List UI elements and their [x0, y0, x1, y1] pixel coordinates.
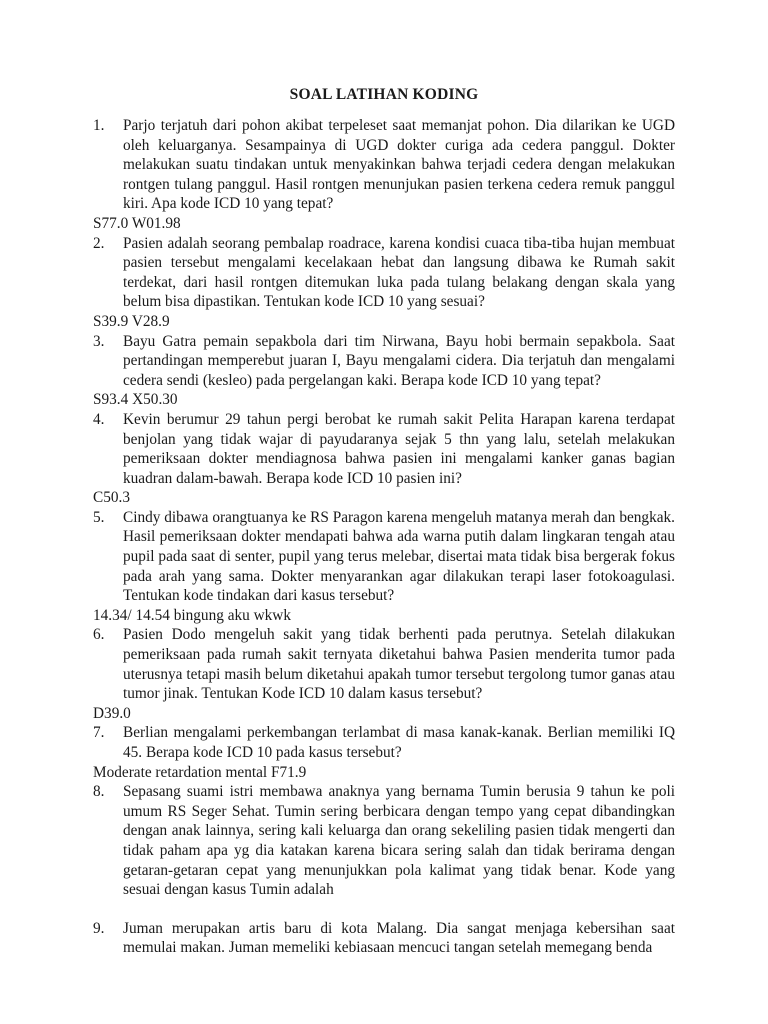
question-number: 8. [93, 783, 105, 801]
question-item-2 [93, 234, 675, 312]
blank-line [93, 900, 675, 919]
question-number: 1. [93, 117, 105, 134]
question-text: Bayu Gatra pemain sepakbola dari tim Nirwana, Bayu hobi bermain sepakbola. Saat pertandingan memperebut juaran I, Bayu mengalami cidera. Dia terjatuh dan mengalami cedera sendi (kesleo) pada pergelangan kaki. Berapa kode ICD 10 yang tepat? [123, 332, 675, 389]
answer-text: S77.0 W01.98 [93, 214, 181, 232]
question-text: Pasien Dodo mengeluh sakit yang tidak berhenti pada perutnya. Setelah dilakukan pemeriksaan pada rumah sakit ternyata diketahui bahwa Pasien menderita tumor pada uterusnya tetapi masih belum diketahui apakah tumor tersebut tergolong tumor ganas atau tumor jinak. Tentukan Kode ICD 10 dalam kasus tersebut? [123, 626, 675, 703]
question-item-7 [93, 723, 675, 762]
answer-text: 14.34/ 14.54 bingung aku wkwk [93, 606, 292, 624]
question-item-5 [93, 508, 675, 606]
question-number: 2. [93, 234, 105, 252]
question-number: 5. [93, 508, 105, 526]
answer-text: S93.4 X50.30 [93, 391, 178, 409]
question-list [93, 116, 675, 958]
question-number: 7. [93, 724, 105, 742]
question-number: 4. [93, 410, 105, 428]
question-item-9 [93, 919, 675, 958]
question-number: 6. [93, 626, 105, 644]
question-number: 3. [93, 332, 105, 350]
question-item-4 [93, 410, 675, 488]
answer-text: S39.9 V28.9 [93, 312, 170, 330]
question-text: Parjo terjatuh dari pohon akibat terpeleset saat memanjat pohon. Dia dilarikan ke UGD oleh keluarganya. Sesampainya di UGD dokter curiga ada cedera panggul. Dokter melakukan suatu tindakan untuk menyakinkan bahwa terjadi cedera dengan melakukan rontgen tulang panggul. Hasil rontgen menunjukan pasien terkena cedera remuk panggul kiri. Apa kode ICD 10 yang tepat? [123, 117, 675, 213]
document-title: SOAL LATIHAN KODING [289, 86, 479, 103]
answer-text: Moderate retardation mental F71.9 [93, 763, 307, 781]
question-number: 9. [93, 919, 105, 937]
question-text: Kevin berumur 29 tahun pergi berobat ke rumah sakit Pelita Harapan karena terdapat benjolan yang tidak wajar di payudaranya sejak 5 thn yang lalu, setelah melakukan pemeriksaan dokter mendiagnosa bahwa pasien ini mengalami kanker ganas bagian kuadran dalam-bawah. Berapa kode ICD 10 pasien ini? [123, 410, 675, 487]
question-text: Berlian mengalami perkembangan terlambat di masa kanak-kanak. Berlian memiliki IQ 45. Berapa kode ICD 10 pada kasus tersebut? [123, 724, 675, 761]
question-text: Cindy dibawa orangtuanya ke RS Paragon karena mengeluh matanya merah dan bengkak. Hasil pemeriksaan dokter mendapati bahwa ada warna putih dalam lingkaran tengah atau pupil pada saat di senter, pupil yang terus melebar, disertai mata tidak bisa bergerak fokus pada arah yang sama. Dokter menyarankan agar dilakukan terapi laser fotokoagulasi. Tentukan kode tindakan dari kasus tersebut? [123, 508, 675, 605]
question-item-3 [93, 332, 675, 391]
answer-text: D39.0 [93, 704, 131, 722]
question-text: Sepasang suami istri membawa anaknya yang bernama Tumin berusia 9 tahun ke poli umum RS Seger Sehat. Tumin sering berbicara dengan tempo yang cepat dibandingkan dengan anak lainnya, sering kali keluarga dan orang sekeliling pasien tidak mengerti dan tidak paham apa yg dia katakan karena bicara sering salah dan tidak berirama dengan getaran-getaran cepat yang menunjukkan pola kalimat yang tidak benar. Kode yang sesuai dengan kasus Tumin adalah [123, 783, 675, 899]
question-item-6 [93, 625, 675, 703]
answer-text: C50.3 [93, 489, 130, 507]
question-item-8 [93, 782, 675, 900]
question-text: Pasien adalah seorang pembalap roadrace, karena kondisi cuaca tiba-tiba hujan membuat pasien tersebut mengalami kecelakaan hebat dan langsung dibawa ke Rumah sakit terdekat, dari hasil rontgen ditemukan luka pada tulang belakang dengan skala yang belum bisa dipastikan. Tentukan kode ICD 10 yang sesuai? [123, 234, 675, 311]
question-text: Juman merupakan artis baru di kota Malang. Dia sangat menjaga kebersihan saat memulai makan. Juman memeliki kebiasaan mencuci tangan setelah memegang benda [123, 919, 675, 957]
question-item-1 [93, 116, 675, 214]
